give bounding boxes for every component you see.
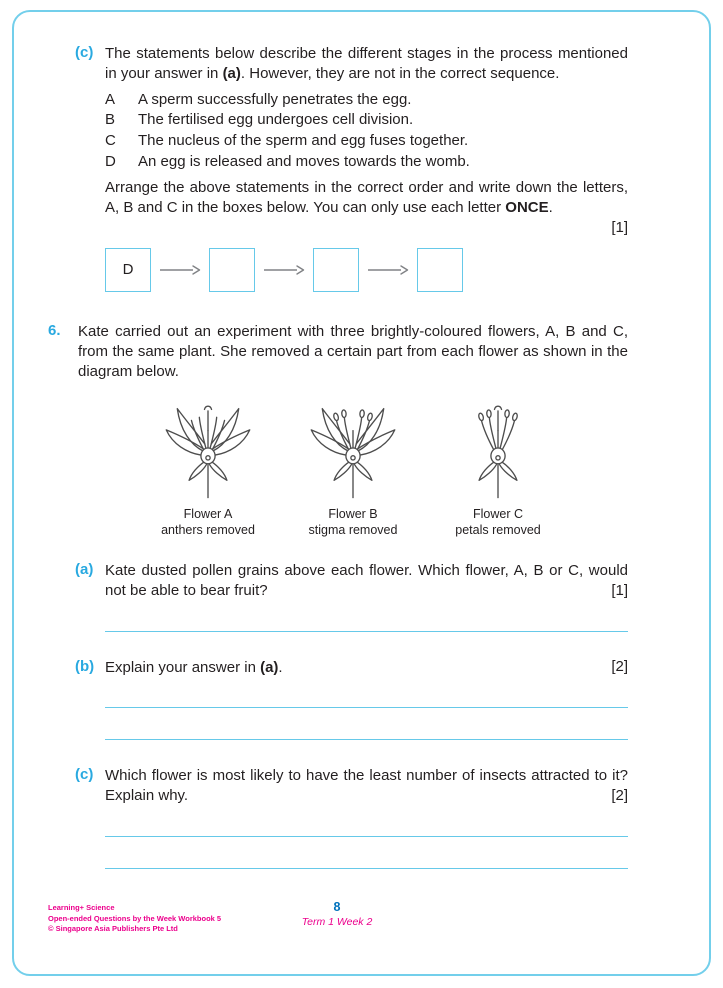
statement-text: The fertilised egg undergoes cell division.: [138, 111, 414, 129]
series-title: Learning+ Science: [48, 903, 115, 912]
question-text-pre: Which flower is most likely to have the least number of insects attracted to it? Explain why.: [105, 767, 628, 805]
marks-badge: [1]: [611, 218, 628, 236]
sequence-box-2[interactable]: [209, 248, 255, 292]
answer-line[interactable]: [105, 707, 628, 708]
question-6b: [75, 658, 628, 741]
footer-center: [287, 900, 387, 928]
marks-badge: [1]: [611, 581, 628, 599]
question-text-post: .: [278, 658, 283, 676]
part-b-label: (b): [75, 657, 95, 675]
page-number: 8: [333, 900, 341, 914]
question-text-pre: Kate dusted pollen grains above each flower. Which flower, A, B or C, would not be able to bear fruit?: [105, 561, 628, 599]
intro-text-post: . However, they are not in the correct sequence.: [240, 64, 560, 82]
statement-row: [105, 90, 628, 111]
flower-b-column: [281, 396, 426, 539]
question-text-pre: Explain your answer in: [105, 658, 261, 676]
sequence-box-3[interactable]: [313, 248, 359, 292]
statement-letter: A: [105, 90, 116, 108]
part-c-label: (c): [75, 766, 94, 784]
question-6-parts: [75, 561, 628, 870]
statement-row: [105, 110, 628, 131]
marks-badge: [2]: [611, 658, 628, 676]
arrange-bold-once: ONCE: [505, 199, 549, 216]
flower-removed-part: petals removed: [455, 523, 541, 538]
arrow-right-icon: [367, 264, 409, 276]
question-6a: [75, 561, 628, 632]
question-6-section: [48, 322, 628, 539]
answer-line[interactable]: [105, 739, 628, 740]
flower-c-diagram: [443, 396, 553, 500]
flower-name: Flower C: [472, 506, 523, 521]
flower-sepal: [334, 461, 351, 480]
arrange-text-post: .: [548, 199, 553, 216]
flower-name: Flower B: [328, 506, 378, 521]
arrange-instruction: [105, 178, 628, 218]
answer-line[interactable]: [105, 631, 628, 632]
statement-text: A sperm successfully penetrates the egg.: [138, 90, 412, 108]
question-number: 6.: [48, 321, 61, 339]
flower-sepal: [210, 461, 227, 480]
sequence-box-4[interactable]: [417, 248, 463, 292]
marks-badge: [2]: [611, 787, 628, 805]
part-a-label: (a): [75, 560, 94, 578]
book-title: Open-ended Questions by the Week Workbook 5: [48, 913, 222, 923]
question-6-intro: Kate carried out an experiment with three brightly-coloured flowers, A, B and C, from the same plant. She removed a certain part from each flower as shown in the diagram below.: [78, 322, 628, 380]
flower-a-caption: [136, 506, 281, 539]
intro-bold-ref: (a): [222, 64, 241, 82]
question-text-bold: (a): [260, 658, 279, 676]
imprint-block: [48, 903, 221, 935]
arrange-text-pre: Arrange the above statements in the correct order and write down the letters, A, B and C in the boxes below. You can only use each letter: [105, 179, 628, 216]
intro-text-pre: The statements below describe the different stages in the process mentioned in your answer in: [105, 45, 628, 82]
flower-sepal: [189, 461, 206, 480]
question-6c: [75, 766, 628, 869]
flower-sepal: [479, 461, 496, 480]
flower-name: Flower A: [183, 506, 233, 521]
statement-row: [105, 152, 628, 173]
statement-row: [105, 131, 628, 152]
statement-text: An egg is released and moves towards the womb.: [138, 152, 470, 170]
page-content: [48, 44, 628, 869]
flower-c-column: [426, 396, 571, 539]
arrow-right-icon: [159, 264, 201, 276]
flower-b-caption: [281, 506, 426, 539]
publisher-copyright: © Singapore Asia Publishers Pte Ltd: [48, 924, 178, 933]
part-c-label: (c): [75, 44, 94, 61]
flower-a-diagram: [153, 396, 263, 500]
flower-removed-part: anthers removed: [161, 523, 255, 538]
flower-stigma: [494, 406, 501, 431]
statement-letter: C: [105, 131, 116, 149]
answer-line[interactable]: [105, 836, 628, 837]
flower-sepal: [500, 461, 517, 480]
statement-text: The nucleus of the sperm and egg fuses together.: [138, 131, 469, 149]
statements-list: [105, 90, 628, 172]
statement-letter: D: [105, 152, 116, 170]
statement-letter: B: [105, 111, 116, 129]
arrow-right-icon: [263, 264, 305, 276]
part-c-intro: [105, 44, 628, 84]
top-part-c-section: [75, 44, 628, 292]
flower-a-column: [136, 396, 281, 539]
week-label: Term 1 Week 2: [301, 916, 373, 928]
flower-sepal: [355, 461, 372, 480]
flower-removed-part: stigma removed: [308, 523, 398, 538]
flower-diagrams-row: [78, 396, 628, 539]
answer-line[interactable]: [105, 868, 628, 869]
flower-b-diagram: [298, 396, 408, 500]
flower-c-caption: [426, 506, 571, 539]
flower-stigma: [204, 406, 211, 431]
sequence-boxes-row: [105, 248, 628, 292]
sequence-box-1[interactable]: D: [105, 248, 151, 292]
flower-anthers: [333, 409, 373, 420]
